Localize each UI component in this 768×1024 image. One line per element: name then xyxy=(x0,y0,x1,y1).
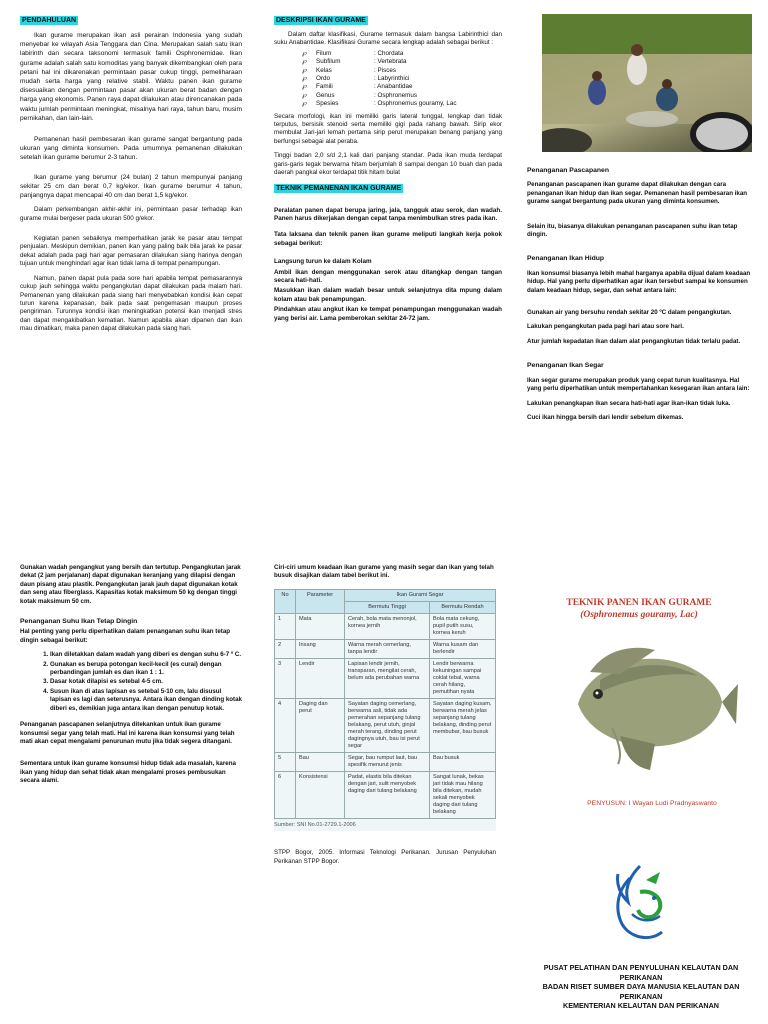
teknik-s2: Ambil ikan dengan menggunakan serok atau ditangkap dengan tangan secara hati-hati. xyxy=(274,268,502,284)
cover-author: PENYUSUN: I Wayan Ludi Pradnyaswanto xyxy=(587,800,717,807)
taxonomy-value: : Chordata xyxy=(374,49,404,57)
th-param: Parameter xyxy=(296,589,345,613)
deskripsi-section xyxy=(274,16,502,323)
ciri-section xyxy=(274,564,496,872)
segar-p1: Ikan segar gurame merupakan produk yang cepat turun kualitasnya. Hal yang perlu diperhatikan untuk mempertahankan kesegaran ikan antara lain: xyxy=(527,376,750,393)
table-row xyxy=(275,658,496,698)
table-cell-rendah: Bau busuk xyxy=(430,752,496,771)
table-cell-no: 5 xyxy=(275,752,296,771)
kkp-logo xyxy=(600,862,680,944)
cover-subtitle: (Osphronemus gouramy, Lac) xyxy=(580,610,698,620)
teknik-s4: Pindahkan atau angkut ikan ke tempat penampungan menggunakan wadah yang berisi air. Lama pemberokan sekitar 24-72 jam. xyxy=(274,306,502,322)
hidup-heading: Penanganan Ikan Hidup xyxy=(527,255,605,263)
table-cell-tinggi: Warna merah cemerlang, tanpa lendir xyxy=(345,639,430,658)
table-cell-rendah: Sayatan daging kusam, berwarna merah jelas sepanjang tulang belakang, dinding perut membubar, bau busuk xyxy=(430,698,496,752)
table-cell-param: Lendir xyxy=(296,658,345,698)
suhu-p2: Penanganan pascapanen selanjutnya ditekankan untuk ikan gurame konsumsi segar yang telah mati. Hal ini karena ikan konsumsi yang telah mati akan cepat mengalami penurunan mutu jika tidak segera ditangani. xyxy=(20,721,235,745)
cover-organization xyxy=(527,963,755,1011)
org-line-3: KEMENTERIAN KELAUTAN DAN PERIKANAN xyxy=(563,1001,719,1011)
wadah-p1: Gunakan wadah pengangkut yang bersih dan tertutup. Pengangkutan jarak dekat (2 jam perjalanan) dapat digunakan keranjang yang dilapisi dengan daun pisang atau plastik. Pengangkutan jarak jauh dapat digunakan kotak dan seng atau fiberglass. Kapasitas kotak maksimum 50 kg dengan tinggi kotak maksimum 50 cm. xyxy=(20,564,241,605)
table-cell-rendah: Warna kusam dan berlendir xyxy=(430,639,496,658)
pendahuluan-p1: Ikan gurame merupakan ikan asli perairan Indonesia yang sudah menyebar ke wilayah Asia Tenggara dan Cina. Merupakan salah satu ikan labirinth dan secara taksonomi termasuk famili Osphronemidae. Ikan gurame adalah salah satu komoditas yang banyak dikembangkan oleh para petani hal ini dikarenakan permintaan pasar cukup tinggi, pemeliharaan mudah serta harga yang relative stabil. Waktu panen ikan gurame disesuaikan dengan permintaan pasar akan ukuran berat badan dengan harga yang ekonomis. Panen raya dapat dilakukan atau direncanakan pada waktu jumlah permintaan meningkat, misalnya hari raya, tahun baru, musim pernikahan, dan lain-lain. xyxy=(20,32,242,122)
taxonomy-value: : Pisces xyxy=(374,66,397,74)
deskripsi-heading: DESKRIPSI IKAN GURAME xyxy=(276,17,366,24)
segar-heading: Penanganan Ikan Segar xyxy=(527,362,604,370)
table-cell-tinggi: Padat, elastis bila ditekan dengan jari, sulit menyobek daging dari tulang belakang xyxy=(345,771,430,818)
bullet-icon: ℘ xyxy=(302,83,307,91)
hidup-p4: Atur jumlah kepadatan ikan dalam alat pengangkutan tidak terlalu padat. xyxy=(527,337,741,345)
taxonomy-key: Subfilum xyxy=(316,58,341,66)
bullet-icon: ℘ xyxy=(302,66,307,74)
taxonomy-item xyxy=(302,83,502,91)
harvest-photo xyxy=(542,14,752,152)
table-cell-rendah: Lendir berwarna kekuningan sampai coklat tebal, warna cerah hilang, pemutihan nyata xyxy=(430,658,496,698)
taxonomy-item xyxy=(302,92,502,100)
cover-title: TEKNIK PANEN IKAN GURAME xyxy=(566,598,712,608)
table-cell-tinggi: Segar, bau rumput laut, bau spesifik menurut jenis xyxy=(345,752,430,771)
suhu-steps xyxy=(20,651,242,713)
table-cell-tinggi: Lapisan lendir jernih, transparan, mengilat cerah, belum ada perubahan warna xyxy=(345,658,430,698)
teknik-p1: Peralatan panen dapat berupa jaring, jala, tangguk atau serok, dan wadah. Panen harus dikerjakan dengan cepat tanpa menimbulkan stres pada ikan. xyxy=(274,206,502,222)
hidup-p1: Ikan konsumsi biasanya lebih mahal harganya apabila dijual dalam keadaan hidup. Hal yang perlu diperhatikan agar ikan tersebut sampai ke konsumen dalam keadaan hidup, segar, dan sehat antara lain: xyxy=(527,269,751,294)
taxonomy-value: : Vertebrata xyxy=(374,58,407,66)
hidup-p2: Gunakan air yang bersuhu rendah sekitar 20 ºC dalam pengangkutan. xyxy=(527,309,732,317)
taxonomy-value: : Labyrinthici xyxy=(374,75,410,83)
pendahuluan-p4: Dalam perkembangan akhir-akhir ini, permintaan pasar terhadap ikan gurame mulai bergeser pada ukuran 500 g/ekor. xyxy=(20,206,242,222)
suhu-step: 1. Ikan diletakkan dalam wadah yang diberi es dengan suhu 6-7 º C. xyxy=(50,651,242,659)
pascapanen-p1: Penanganan pascapanen ikan gurame dapat dilakukan dengan cara penanganan ikan hidup dan ikan segar. Pemanenan hasil pembesaran ikan gurame sangat bergantung pada ukuran yang diminta konsumen. xyxy=(527,181,748,206)
hidup-p3: Lakukan pengangkutan pada pagi hari atau sore hari. xyxy=(527,323,684,331)
quality-table-wrap xyxy=(274,589,496,831)
table-cell-tinggi: Cerah, bola mata menonjol, kornea jernih xyxy=(345,613,430,639)
pendahuluan-p5: Kegiatan panen sebaiknya memperhatikan jarak ke pasar atau tempat penjualan. Meskipun demikian, panen ikan yang paling baik bila jarak ke pasar dekat adalah pada pagi hari agar pemasaran dilakukan siang harinya dengan tujuan untuk menghindari agar ikan tidak lama di tempat penampungan. xyxy=(20,235,242,268)
table-row xyxy=(275,639,496,658)
gourami-fish-image xyxy=(560,632,740,772)
pascapanen-section xyxy=(527,167,751,428)
suhu-step: 4. Susun ikan di atas lapisan es setebal 5-10 cm, lalu disusul lapisan es lagi dan seterusnya. Antara ikan dengan dinding kotak diberi es, demikian juga antara ikan dengan penutup kotak. xyxy=(50,688,242,713)
table-row xyxy=(275,698,496,752)
bullet-icon: ℘ xyxy=(302,100,307,108)
pendahuluan-p3: Ikan gurame yang berumur (24 bulan) 2 tahun mempunyai panjang sekitar 25 cm dan berat 0,7 kg/ekor. Ikan gurame berumur 4 tahun, panjangnya dapat mencapai 40 cm dan berat 1,5 kg/ekor. xyxy=(20,173,242,200)
table-cell-no: 1 xyxy=(275,613,296,639)
table-cell-param: Insang xyxy=(296,639,345,658)
taxonomy-item xyxy=(302,100,502,108)
bullet-icon: ℘ xyxy=(302,58,307,66)
table-row xyxy=(275,613,496,639)
teknik-s3: Masukkan ikan dalam wadah besar untuk selanjutnya dita mpung dalam kolam atau bak penampungan. xyxy=(274,287,502,303)
suhu-heading: Penanganan Suhu Ikan Tetap Dingin xyxy=(20,618,138,626)
table-source: Sumber: SNI No.01-2729.1-2006 xyxy=(274,821,356,828)
table-cell-no: 2 xyxy=(275,639,296,658)
quality-table xyxy=(274,589,496,819)
table-row xyxy=(275,771,496,818)
pendahuluan-p2: Pemanenan hasil pembesaran ikan gurame sangat bergantung pada ukuran yang diminta konsumen. Pada umumnya pemanenan dilakukan setelah ikan gurame berumur 2-3 tahun. xyxy=(20,136,242,162)
suhu-step: 3. Dasar kotak dilapisi es setebal 4-5 cm. xyxy=(50,678,242,686)
taxonomy-list xyxy=(274,50,502,109)
table-cell-param: Daging dan perut xyxy=(296,698,345,752)
wadah-section xyxy=(20,564,242,792)
taxonomy-key: Ordo xyxy=(316,75,330,83)
taxonomy-item xyxy=(302,75,502,83)
quality-table-body xyxy=(275,613,496,818)
table-cell-no: 6 xyxy=(275,771,296,818)
teknik-s1: Langsung turun ke dalam Kolam xyxy=(274,258,372,266)
table-cell-no: 4 xyxy=(275,698,296,752)
table-cell-param: Mata xyxy=(296,613,345,639)
suhu-p3: Sementara untuk ikan gurame konsumsi hidup tidak ada masalah, karena ikan yang hidup dan sehat tidak akan mengalami proses pembusukan secara alami. xyxy=(20,760,236,785)
table-cell-param: Konsistensi xyxy=(296,771,345,818)
pascapanen-p2: Selain itu, biasanya dilakukan penanganan pascapanen suhu ikan tetap dingin. xyxy=(527,222,738,239)
deskripsi-tinggi: Tinggi badan 2,0 s/d 2,1 kali dari panjang standar. Pada ikan muda terdapat garis-garis tegak berwarna hitam berjumlah 8 sampai dengan 10 buah dan pada daerah pangkal ekor terdapat titik hitam bulat xyxy=(274,152,502,177)
pendahuluan-section xyxy=(20,16,242,340)
th-group: Ikan Gurami Segar xyxy=(345,589,496,601)
taxonomy-key: Famili xyxy=(316,83,333,91)
table-cell-tinggi: Sayatan daging cemerlang, berwarna asli, tidak ada pemerahan sepanjang tulang belakang, perut utuh, ginjal merah terang, dinding perut dagingnya utuh, bau isi perut segar xyxy=(345,698,430,752)
cover-section xyxy=(527,598,751,620)
taxonomy-key: Filum xyxy=(316,49,332,57)
bullet-icon: ℘ xyxy=(302,91,307,99)
deskripsi-morfologi: Secara morfologi, ikan ini memiliki garis lateral tunggal, lengkap dan tidak terputus, bersisik stenoid serta memiliki gigi pada rahang bawah. Sirip ekor membulat Jari-jari lemah pertama sirip perut merupakan benang panjang yang berfungsi sebagai alat peraba. xyxy=(274,112,502,145)
suhu-p1: Hal penting yang perlu diperhatikan dalam penanganan suhu ikan tetap dingin sebagai berikut: xyxy=(20,628,231,644)
taxonomy-key: Kelas xyxy=(316,66,332,74)
pascapanen-heading: Penanganan Pascapanen xyxy=(527,167,609,174)
table-cell-rendah: Sangat lunak, bekas jari tidak mau hilang bila ditekan, mudah sekali menyobek daging dari tulang belakang xyxy=(430,771,496,818)
reference: STPP Bogor, 2005. Informasi Teknologi Perikanan. Jurusan Penyuluhan Perikanan STPP Bogor. xyxy=(274,849,496,865)
table-cell-param: Bau xyxy=(296,752,345,771)
taxonomy-value: : Anabantidae xyxy=(374,83,413,91)
taxonomy-value: : Osphronemus gouramy, Lac xyxy=(374,100,457,108)
taxonomy-item xyxy=(302,67,502,75)
taxonomy-key: Genus xyxy=(316,91,335,99)
table-row xyxy=(275,752,496,771)
pendahuluan-heading: PENDAHULUAN xyxy=(22,17,77,24)
suhu-step: 2. Gunakan es berupa potongan kecil-kecil (es curai) dengan perbandingan jumlah es dan ikan 1 : 1. xyxy=(50,661,242,678)
th-no: No xyxy=(275,589,296,613)
table-cell-rendah: Bola mata cekung, pupil putih susu, kornea keruh xyxy=(430,613,496,639)
bullet-icon: ℘ xyxy=(302,75,307,83)
org-line-2: BADAN RISET SUMBER DAYA MANUSIA KELAUTAN DAN PERIKANAN xyxy=(542,982,740,1001)
teknik-heading: TEKNIK PEMANENAN IKAN GURAME xyxy=(276,184,402,192)
taxonomy-item xyxy=(302,58,502,66)
table-cell-no: 3 xyxy=(275,658,296,698)
th-rendah: Bermutu Rendah xyxy=(430,601,496,613)
pendahuluan-p6: Namun, panen dapat pula pada sore hari apabila tempat pemasarannya cukup jauh sehingga waktu pengangkutan dapat dilakukan pada malam hari. Pemanenan yang dilakukan pada siang hari menyebabkan kondisi ikan cepat turun karena kepanasan, baik pada saat pengemasan maupun proses pengiriman. Turunnya kondisi ikan meningkatkan potensi ikan menjadi stres dan dapat mengakibatkan kematian. Namun apabila akan dipanen dan ikan mau dimatikan, maka panen dapat dilakukan pada siang hari. xyxy=(20,274,242,333)
deskripsi-intro: Dalam daftar klasifikasi, Gurame termasuk dalam bangsa Labirinthici dan suku Anabantidae. Klasifikasi Gurame secara lengkap adalah sebagai berikut : xyxy=(274,31,502,47)
taxonomy-key: Spesies xyxy=(316,100,339,108)
taxonomy-item xyxy=(302,50,502,58)
bullet-icon: ℘ xyxy=(302,49,307,57)
taxonomy-value: : Osphronemus xyxy=(374,91,418,99)
segar-p3: Cuci ikan hingga bersih dari lendir sebelum dikemas. xyxy=(527,413,684,421)
org-line-1: PUSAT PELATIHAN DAN PENYULUHAN KELAUTAN DAN PERIKANAN xyxy=(543,963,739,982)
ciri-intro: Ciri-ciri umum keadaan ikan gurame yang masih segar dan ikan yang telah busuk disajikan dalam tabel berikut ini. xyxy=(274,564,494,580)
teknik-p2: Tata laksana dan teknik panen ikan gurame meliputi langkah kerja pokok sebagai berikut: xyxy=(274,231,502,247)
segar-p2: Lakukan penangkapan ikan secara hati-hati agar ikan-ikan tidak luka. xyxy=(527,399,731,407)
th-tinggi: Bermutu Tinggi xyxy=(345,601,430,613)
